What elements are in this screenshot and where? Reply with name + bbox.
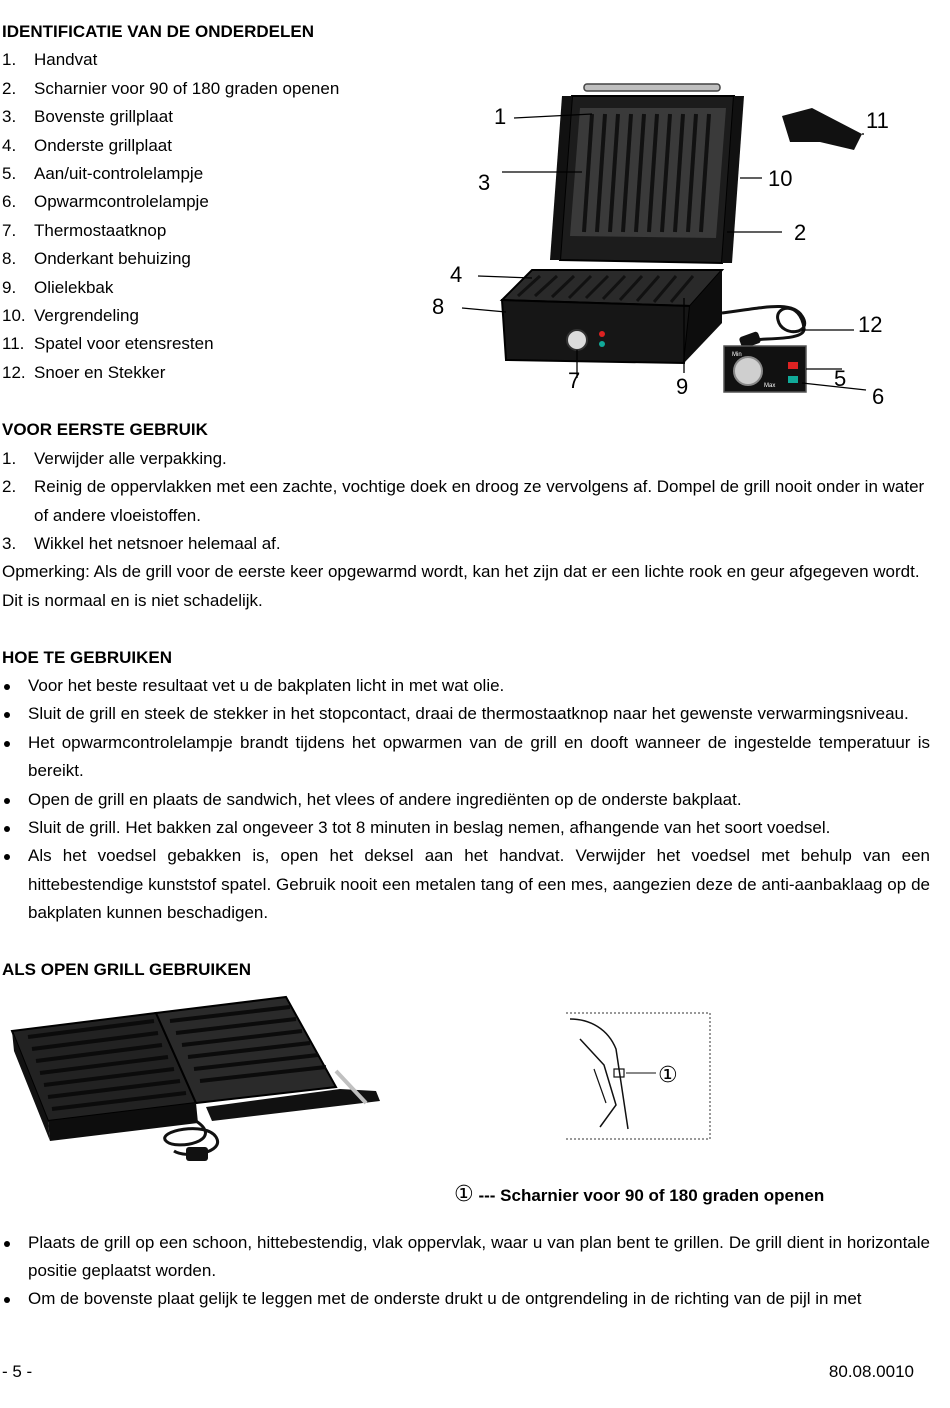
caption-marker: ① <box>454 1180 474 1206</box>
list-item: 2. Reinig de oppervlakken met een zachte, vochtige doek en droog ze vervolgens af. Dompel de grill nooit onder in water of andere vloeistoffen. <box>2 477 925 525</box>
callout-10: 10 <box>768 166 793 192</box>
detail-frame <box>566 1013 710 1139</box>
first-use-heading: VOOR EERSTE GEBRUIK <box>2 420 208 440</box>
page-number: - 5 - <box>2 1362 33 1381</box>
list-item: Het opwarmcontrolelampje brandt tijdens het opwarmen van de grill en dooft wanneer de ingestelde temperatuur is bereikt. <box>2 729 930 786</box>
callout-9: 9 <box>676 374 689 400</box>
hinge-detail-drawing <box>560 1009 720 1143</box>
list-item: 9. Olielekbak <box>2 277 114 297</box>
first-use-note: Opmerking: Als de grill voor de eerste keer opgewarmd wordt, kan het zijn dat er een lichte rook en geur afgegeven wordt. Dit is normaal en is niet schadelijk. <box>2 562 920 610</box>
hinge-caption <box>454 1180 824 1210</box>
hinge-detail-line <box>594 1069 606 1103</box>
parts-heading: IDENTIFICATIE VAN DE ONDERDELEN <box>2 22 314 41</box>
knob-max-label: Max <box>764 383 776 390</box>
list-item: 8. Onderkant behuizing <box>2 249 191 269</box>
usage-heading: HOE TE GEBRUIKEN <box>2 647 173 667</box>
grill-parts-diagram <box>422 38 930 390</box>
thermostat-knob-inset <box>734 357 762 385</box>
list-item: 1. Handvat <box>2 50 98 70</box>
list-item: 7. Thermostaatknop <box>2 220 167 240</box>
callout-3: 3 <box>478 170 491 196</box>
ready-light-inset <box>788 376 798 383</box>
list-item: 4. Onderste grillplaat <box>2 135 172 155</box>
list-item: 5. Aan/uit-controlelampje <box>2 164 204 184</box>
list-item: Plaats de grill op een schoon, hittebestendig, vlak oppervlak, waar u van plan bent te grillen. De grill dient in horizontale positie geplaatst worden. <box>2 1229 930 1286</box>
open-grill-heading: ALS OPEN GRILL GEBRUIKEN <box>2 960 252 980</box>
list-item: Sluit de grill. Het bakken zal ongeveer 3 tot 8 minuten in beslag nemen, afhangende van het soort voedsel. <box>2 814 930 842</box>
list-item: Voor het beste resultaat vet u de bakplaten licht in met wat olie. <box>2 672 930 700</box>
callout-2: 2 <box>794 220 807 246</box>
plug <box>186 1147 208 1161</box>
list-item: 6. Opwarmcontrolelampje <box>2 192 209 212</box>
thermostat-knob <box>567 330 587 350</box>
first-use-list <box>2 445 930 559</box>
lid-outline <box>570 1019 628 1129</box>
hinge-outline <box>580 1039 616 1127</box>
callout-6: 6 <box>872 384 885 410</box>
callout-11: 11 <box>866 108 889 134</box>
list-item: Als het voedsel gebakken is, open het deksel aan het handvat. Verwijder het voedsel met behulp van een hittebestendige kunststof spatel. Gebruik nooit een metalen tang of een mes, aangezien deze de anti-aanbaklaag op de bakplaten kunnen beschadigen. <box>2 842 930 927</box>
hinge-marker: ① <box>658 1061 678 1087</box>
list-item: Open de grill en plaats de sandwich, het vlees of andere ingrediënten op de onderste bakplaat. <box>2 786 930 814</box>
list-item: Sluit de grill en steek de stekker in het stopcontact, draai de thermostaatknop naar het gewenste verwarmingsniveau. <box>2 700 930 728</box>
handle <box>584 84 720 91</box>
callout-12: 12 <box>858 312 883 338</box>
list-item: Om de bovenste plaat gelijk te leggen met de onderste drukt u de ontgrendeling in de richting van de pijl in met <box>2 1285 930 1313</box>
list-item: 3. Wikkel het netsnoer helemaal af. <box>2 534 281 554</box>
power-light-inset <box>788 362 798 369</box>
knob-min-label: Min <box>732 352 742 359</box>
usage-list <box>2 672 930 928</box>
caption-text: --- Scharnier voor 90 of 180 graden openen <box>478 1185 825 1205</box>
list-item: 2. Scharnier voor 90 of 180 graden openen <box>2 78 340 98</box>
open-grill-photo <box>6 991 386 1181</box>
callout-1: 1 <box>494 104 507 130</box>
parts-block <box>2 46 930 416</box>
callout-5: 5 <box>834 366 847 392</box>
housing <box>502 300 690 363</box>
list-item: 10. Vergrendeling <box>2 306 139 326</box>
list-item: 12. Snoer en Stekker <box>2 362 166 382</box>
parts-list <box>2 46 422 387</box>
manual-page <box>2 18 930 1314</box>
callout-7: 7 <box>568 368 581 394</box>
callout-8: 8 <box>432 294 445 320</box>
callout-4: 4 <box>450 262 463 288</box>
cord <box>722 307 805 340</box>
product-code: 80.08.0010 <box>828 1362 914 1381</box>
open-grill-list <box>2 1229 930 1314</box>
list-item: 3. Bovenste grillplaat <box>2 107 173 127</box>
list-item: 11. Spatel voor etensresten <box>2 334 214 354</box>
spatula <box>782 108 862 150</box>
list-item: 1. Verwijder alle verpakking. <box>2 448 227 468</box>
power-light <box>599 331 605 337</box>
ready-light <box>599 341 605 347</box>
page-footer <box>2 1358 914 1386</box>
open-grill-figures <box>2 985 930 1215</box>
